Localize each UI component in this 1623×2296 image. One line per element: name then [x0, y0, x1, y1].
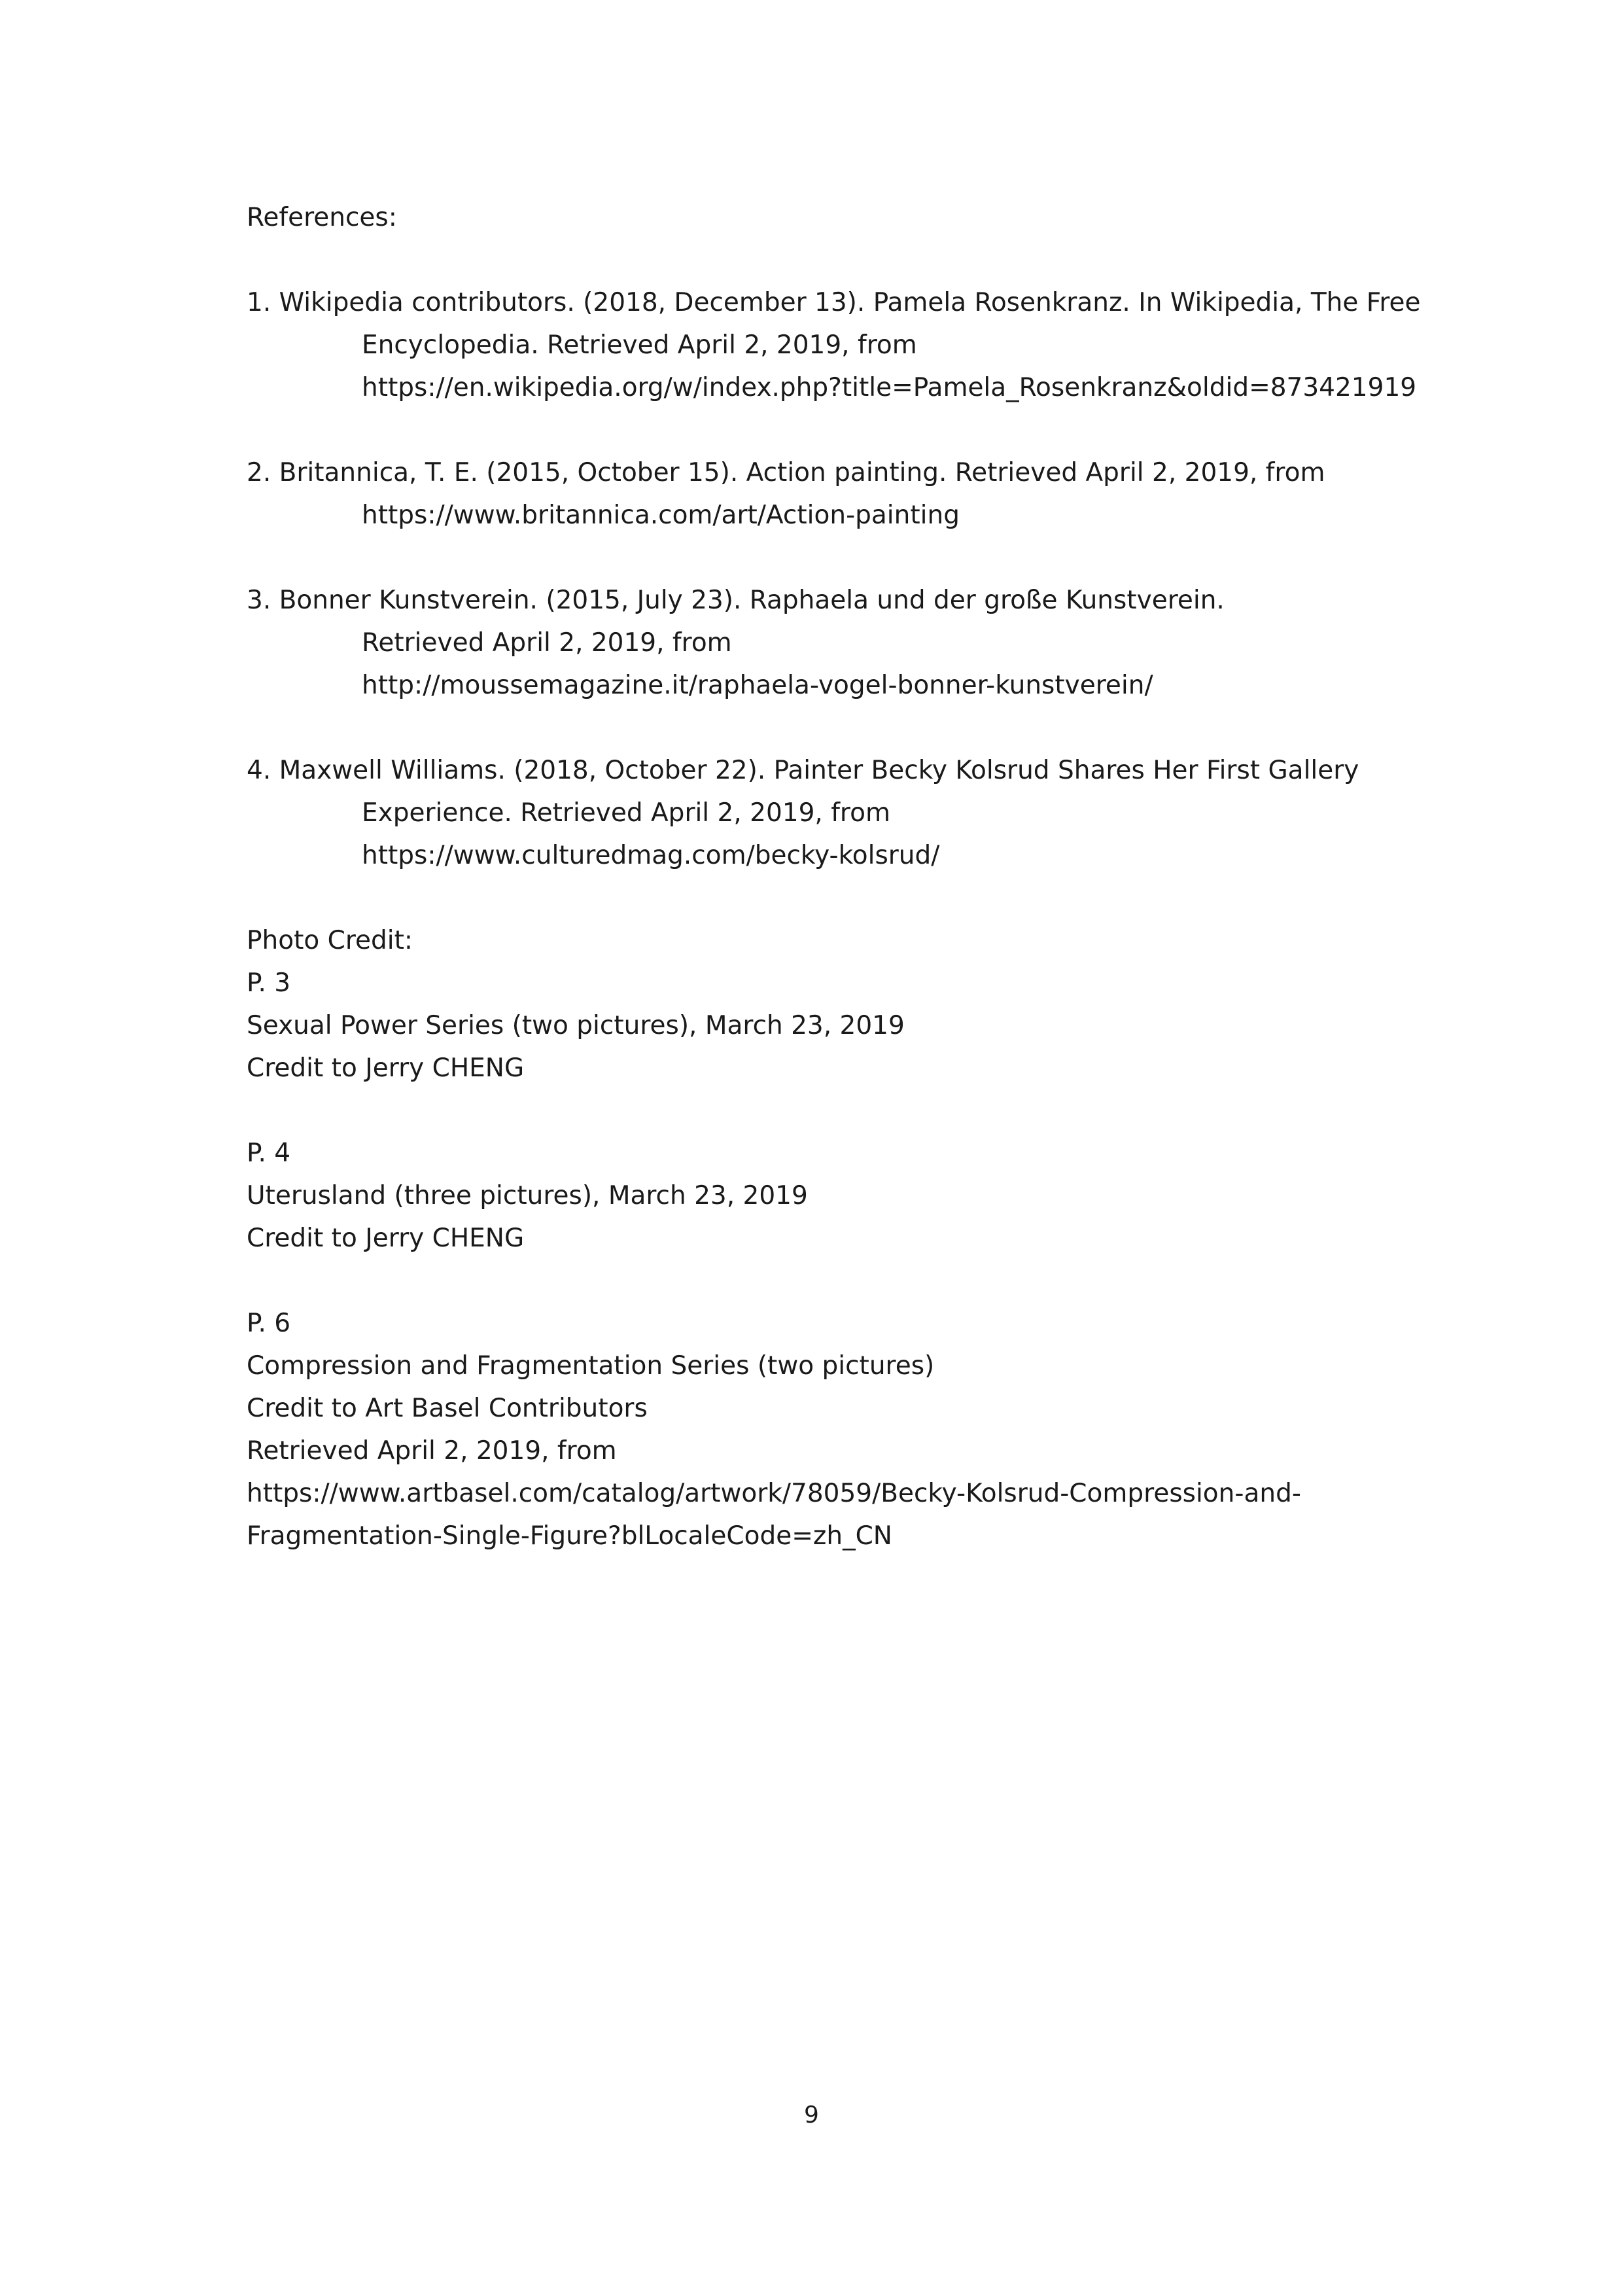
reference-line: Encyclopedia. Retrieved April 2, 2019, from: [362, 330, 917, 360]
photo-credit-title: Compression and Fragmentation Series (two pictures): [247, 1351, 935, 1381]
reference-line: 1. Wikipedia contributors. (2018, December 13). Pamela Rosenkranz. In Wikipedia, The Free: [247, 288, 1421, 317]
spacer: [247, 877, 1424, 919]
spacer: [247, 239, 1424, 281]
reference-line: 4. Maxwell Williams. (2018, October 22). Painter Becky Kolsrud Shares Her First Gallery: [247, 756, 1359, 785]
photo-credit-credit: Credit to Art Basel Contributors: [247, 1394, 648, 1423]
references-heading: References:: [247, 203, 397, 232]
photo-credit-credit: Credit to Jerry CHENG: [247, 1053, 525, 1083]
photo-credit-url: Fragmentation-Single-Figure?blLocaleCode=zh_CN: [247, 1521, 892, 1551]
reference-item-4: [247, 749, 1424, 877]
reference-url: https://www.britannica.com/art/Action-painting: [362, 501, 960, 530]
photo-credit-title: Uterusland (three pictures), March 23, 2019: [247, 1181, 808, 1210]
reference-line: Retrieved April 2, 2019, from: [362, 628, 732, 658]
reference-line: Experience. Retrieved April 2, 2019, from: [362, 798, 890, 828]
spacer: [247, 537, 1424, 579]
page-content: [247, 196, 1424, 1557]
reference-item-3: [247, 579, 1424, 707]
reference-url: https://en.wikipedia.org/w/index.php?title=Pamela_Rosenkranz&oldid=873421919: [362, 373, 1417, 402]
spacer: [247, 707, 1424, 749]
photo-credit-title: Sexual Power Series (two pictures), March 23, 2019: [247, 1011, 905, 1040]
photo-credit-credit: Credit to Jerry CHENG: [247, 1224, 525, 1253]
reference-url: https://www.culturedmag.com/becky-kolsrud/: [362, 841, 940, 870]
spacer: [247, 409, 1424, 451]
photo-credit-page: P. 4: [247, 1139, 291, 1168]
reference-line: 2. Britannica, T. E. (2015, October 15). Action painting. Retrieved April 2, 2019, from: [247, 458, 1325, 487]
photo-credit-heading: Photo Credit:: [247, 926, 413, 955]
spacer: [247, 1260, 1424, 1302]
photo-credit-page: P. 6: [247, 1309, 291, 1338]
photo-credit-entry-p4: [247, 1132, 1424, 1260]
photo-credit-entry-p3: [247, 962, 1424, 1089]
photo-credit-page: P. 3: [247, 968, 291, 998]
reference-item-1: [247, 281, 1424, 409]
spacer: [247, 1089, 1424, 1132]
photo-credit-url: https://www.artbasel.com/catalog/artwork/78059/Becky-Kolsrud-Compression-and-: [247, 1479, 1301, 1508]
page-number: 9: [804, 2102, 819, 2128]
photo-credit-retrieved: Retrieved April 2, 2019, from: [247, 1436, 617, 1466]
reference-line: 3. Bonner Kunstverein. (2015, July 23). Raphaela und der große Kunstverein.: [247, 586, 1225, 615]
photo-credit-entry-p6: [247, 1302, 1424, 1557]
reference-url: http://moussemagazine.it/raphaela-vogel-bonner-kunstverein/: [362, 671, 1153, 700]
reference-item-2: [247, 451, 1424, 537]
